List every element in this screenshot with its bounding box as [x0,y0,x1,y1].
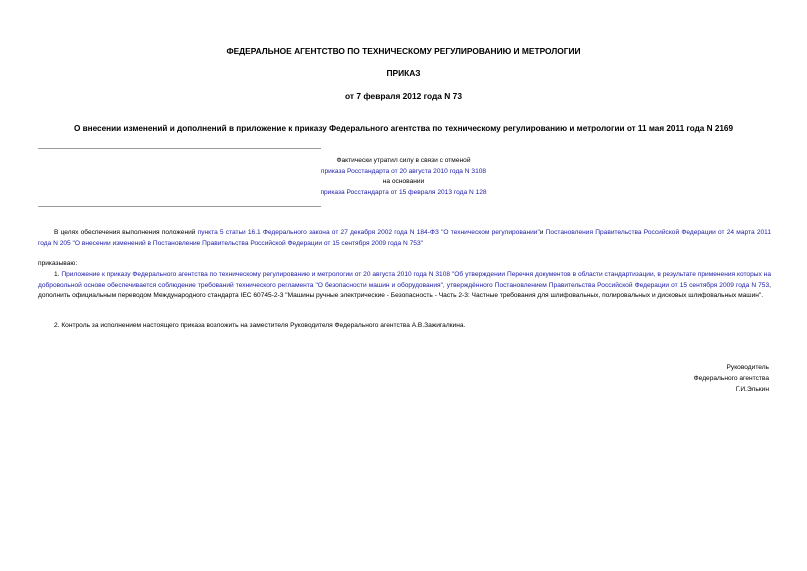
basis-order-link[interactable]: приказа Росстандарта от 15 февраля 2013 года N 128 [320,188,487,196]
signature-name: Г.И.Элькин [735,386,769,393]
preamble-text: В целях обеспечения выполнения положений [54,229,198,236]
signature-position: Руководитель [726,364,769,371]
date-number-heading: от 7 февраля 2012 года N 73 [345,91,462,101]
preamble-conjunction: и [539,229,546,236]
item-1-number: 1. [54,271,62,278]
status-note-line3: на основании [382,178,425,185]
signature-agency: Федерального агентства [693,375,769,382]
status-note [240,156,567,198]
agency-heading: ФЕДЕРАЛЬНОЕ АГЕНТСТВО ПО ТЕХНИЧЕСКОМУ РЕГУЛИРОВАНИЮ И МЕТРОЛОГИИ [226,46,581,56]
bottom-divider [38,206,321,207]
item-1-paragraph [38,270,771,302]
item-1-text: , дополнить официальным переводом Международного стандарта IEC 60745-2-3 "Машины ручные электрические - Безопасность - Часть 2-3: Частные требования для шлифовальных, полировальных и дисковых шлифовальных машин". [38,281,771,300]
repeal-order-link[interactable]: приказа Росстандарта от 20 августа 2010 года N 3108 [320,167,487,175]
preamble-paragraph [38,228,771,249]
top-divider [38,148,321,149]
document-title: О внесении изменений и дополнений в приложение к приказу Федерального агентства по техническому регулированию и метрологии от 11 мая 2011 года N 2169 [73,124,734,133]
status-note-line1: Фактически утратил силу в связи с отменой [336,157,471,164]
doc-type-heading: ПРИКАЗ [386,68,421,78]
appendix-order-link[interactable]: Приложение к приказу Федерального агентства по техническому регулированию и метрологии от 20 августа 2010 года N 3108 "Об утверждении Перечня документов в области стандартизации, в результате применения которых на добровольной основе обеспечивается соблюдение требований технического регламента "О безопасности машин и оборудования", утверждённого Постановлением Правительства Российской Федерации от 15 сентября 2009 года N 753 [38,271,771,289]
government-resolution-link[interactable]: Постановления Правительства Российской Федерации от 24 марта 2011 года N 205 "О внесении изменений в Постановление Правительства Российской Федерации от 15 сентября 2009 года N 753" [38,229,771,247]
federal-law-link[interactable]: пункта 5 статьи 16.1 Федерального закона от 27 декабря 2002 года N 184-ФЗ "О техническом регулировании" [197,229,540,236]
signature-block [569,362,769,395]
item-2-paragraph: 2. Контроль за исполнением настоящего приказа возложить на заместителя Руководителя Федерального агентства А.В.Зажигалкина. [54,322,466,329]
order-word: приказываю: [38,260,78,267]
